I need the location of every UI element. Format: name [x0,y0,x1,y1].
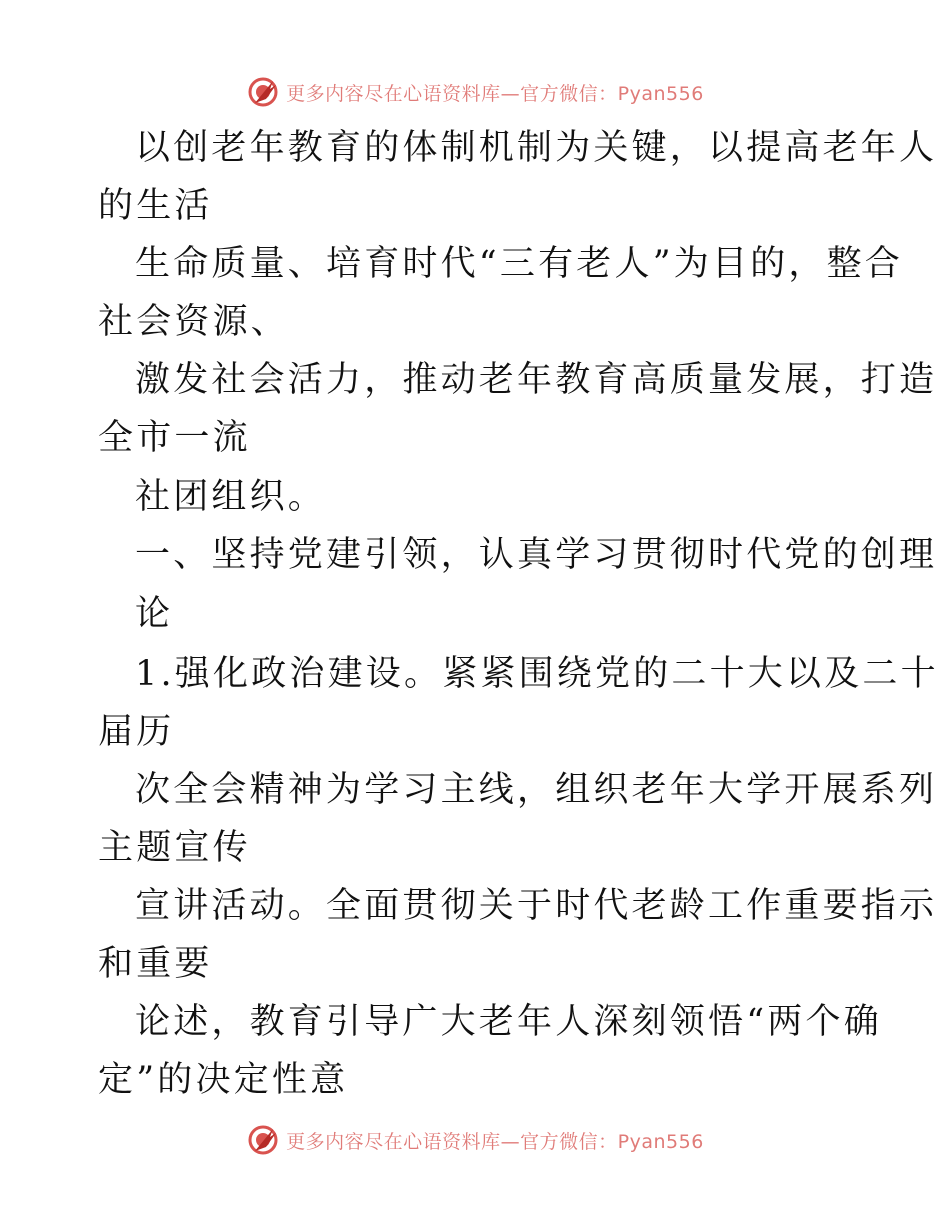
section-heading: 一、坚持党建引领，认真学习贯彻时代党的创理 [135,535,938,575]
text-line: 和重要 [98,944,213,984]
text-line: 次全会精神为学习主线，组织老年大学开展系列 [135,770,938,810]
footer-watermark [0,1118,950,1162]
text-line: 社团组织。 [135,477,327,517]
text-line: 论 [135,594,174,634]
text-line: 社会资源、 [98,302,290,342]
text-line: 届历 [98,712,175,752]
text-line: 1.强化政治建设。紧紧围绕党的二十大以及二十 [135,654,939,694]
text-line: 定”的决定性意 [98,1060,349,1100]
quill-logo-icon [246,1123,280,1157]
text-line: 主题宣传 [98,828,251,868]
watermark-text: 更多内容尽在心语资料库—官方微信：Pyan556 [286,82,704,105]
text-line: 以创老年教育的体制机制为关键，以提高老年人 [135,128,938,168]
text-line: 全市一流 [98,418,251,458]
text-line: 激发社会活力，推动老年教育高质量发展，打造 [135,360,938,400]
text-line: 宣讲活动。全面贯彻关于时代老龄工作重要指示 [135,886,938,926]
text-line: 论述，教育引导广大老年人深刻领悟“两个确 [135,1002,882,1042]
watermark-text: 更多内容尽在心语资料库—官方微信：Pyan556 [286,1130,704,1153]
text-line: 生命质量、培育时代“三有老人”为目的，整合 [135,244,903,284]
text-line: 的生活 [98,186,213,226]
